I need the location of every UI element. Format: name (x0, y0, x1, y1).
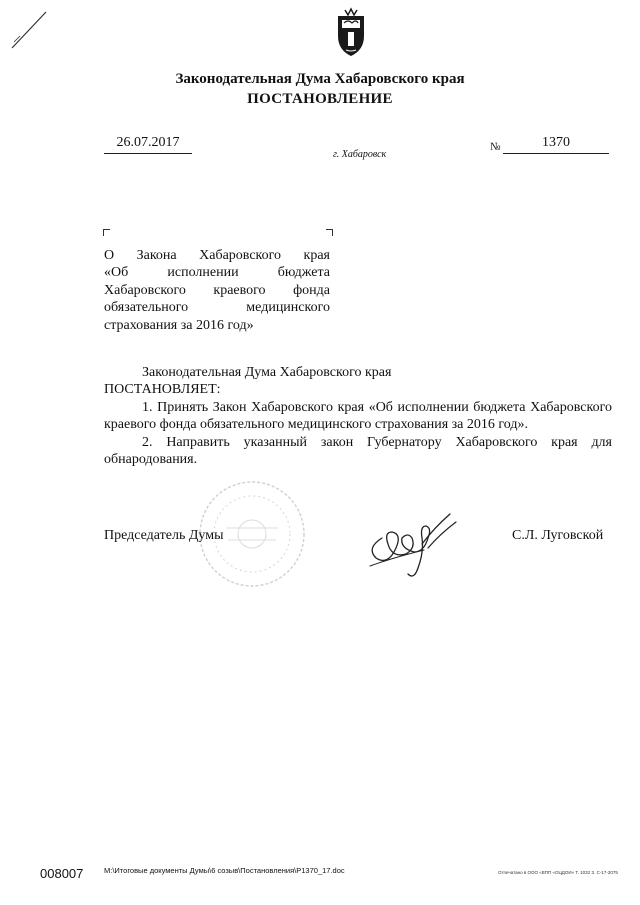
coat-of-arms-icon (330, 6, 372, 58)
document-date: 26.07.2017 (104, 135, 192, 154)
pen-mark (10, 8, 50, 50)
footer-print-note: Отпечатано в ООО «ВПП «ОЦДОИ» Т. 1032 З. С-17-2075 (498, 870, 618, 875)
document-city: г. Хабаровск (333, 149, 387, 160)
subject-line: Хабаровского краевого фонда (104, 282, 330, 298)
signatory-role: Председатель Думы (104, 528, 224, 543)
subject-line: обязательного медицинского (104, 300, 330, 316)
body-item-1: 1. Принять Закон Хабаровского края «Об исполнении бюджета Хабаровского краевого фонда обязательного медицинского страхования за 2016 год». (104, 399, 612, 433)
subject-bracket-left (103, 229, 110, 236)
handwritten-signature (362, 508, 474, 584)
number-sign: № (490, 141, 501, 153)
subject-line: страхования за 2016 год» (104, 317, 254, 333)
body-intro: Законодательная Дума Хабаровского края (142, 365, 392, 380)
subject-line: «Об исполнении бюджета (104, 265, 330, 281)
page-title: Законодательная Дума Хабаровского края (175, 71, 465, 87)
footer-code: 008007 (40, 866, 84, 881)
signatory-name: С.Л. Луговской (512, 528, 604, 543)
document-type: ПОСТАНОВЛЕНИЕ (247, 91, 393, 107)
subject-bracket-right (326, 229, 333, 236)
document-subject (104, 247, 330, 334)
body-item-2: 2. Направить указанный закон Губернатору Хабаровского края для обнародования. (104, 434, 612, 468)
footer-file-path: M:\Итоговые документы Думы\6 созыв\Постановления\P1370_17.doc (104, 866, 345, 875)
body-resolves: ПОСТАНОВЛЯЕТ: (104, 382, 221, 398)
document-number: 1370 (503, 135, 609, 154)
subject-line: О Закона Хабаровского края (104, 248, 330, 263)
document-body (104, 364, 612, 468)
